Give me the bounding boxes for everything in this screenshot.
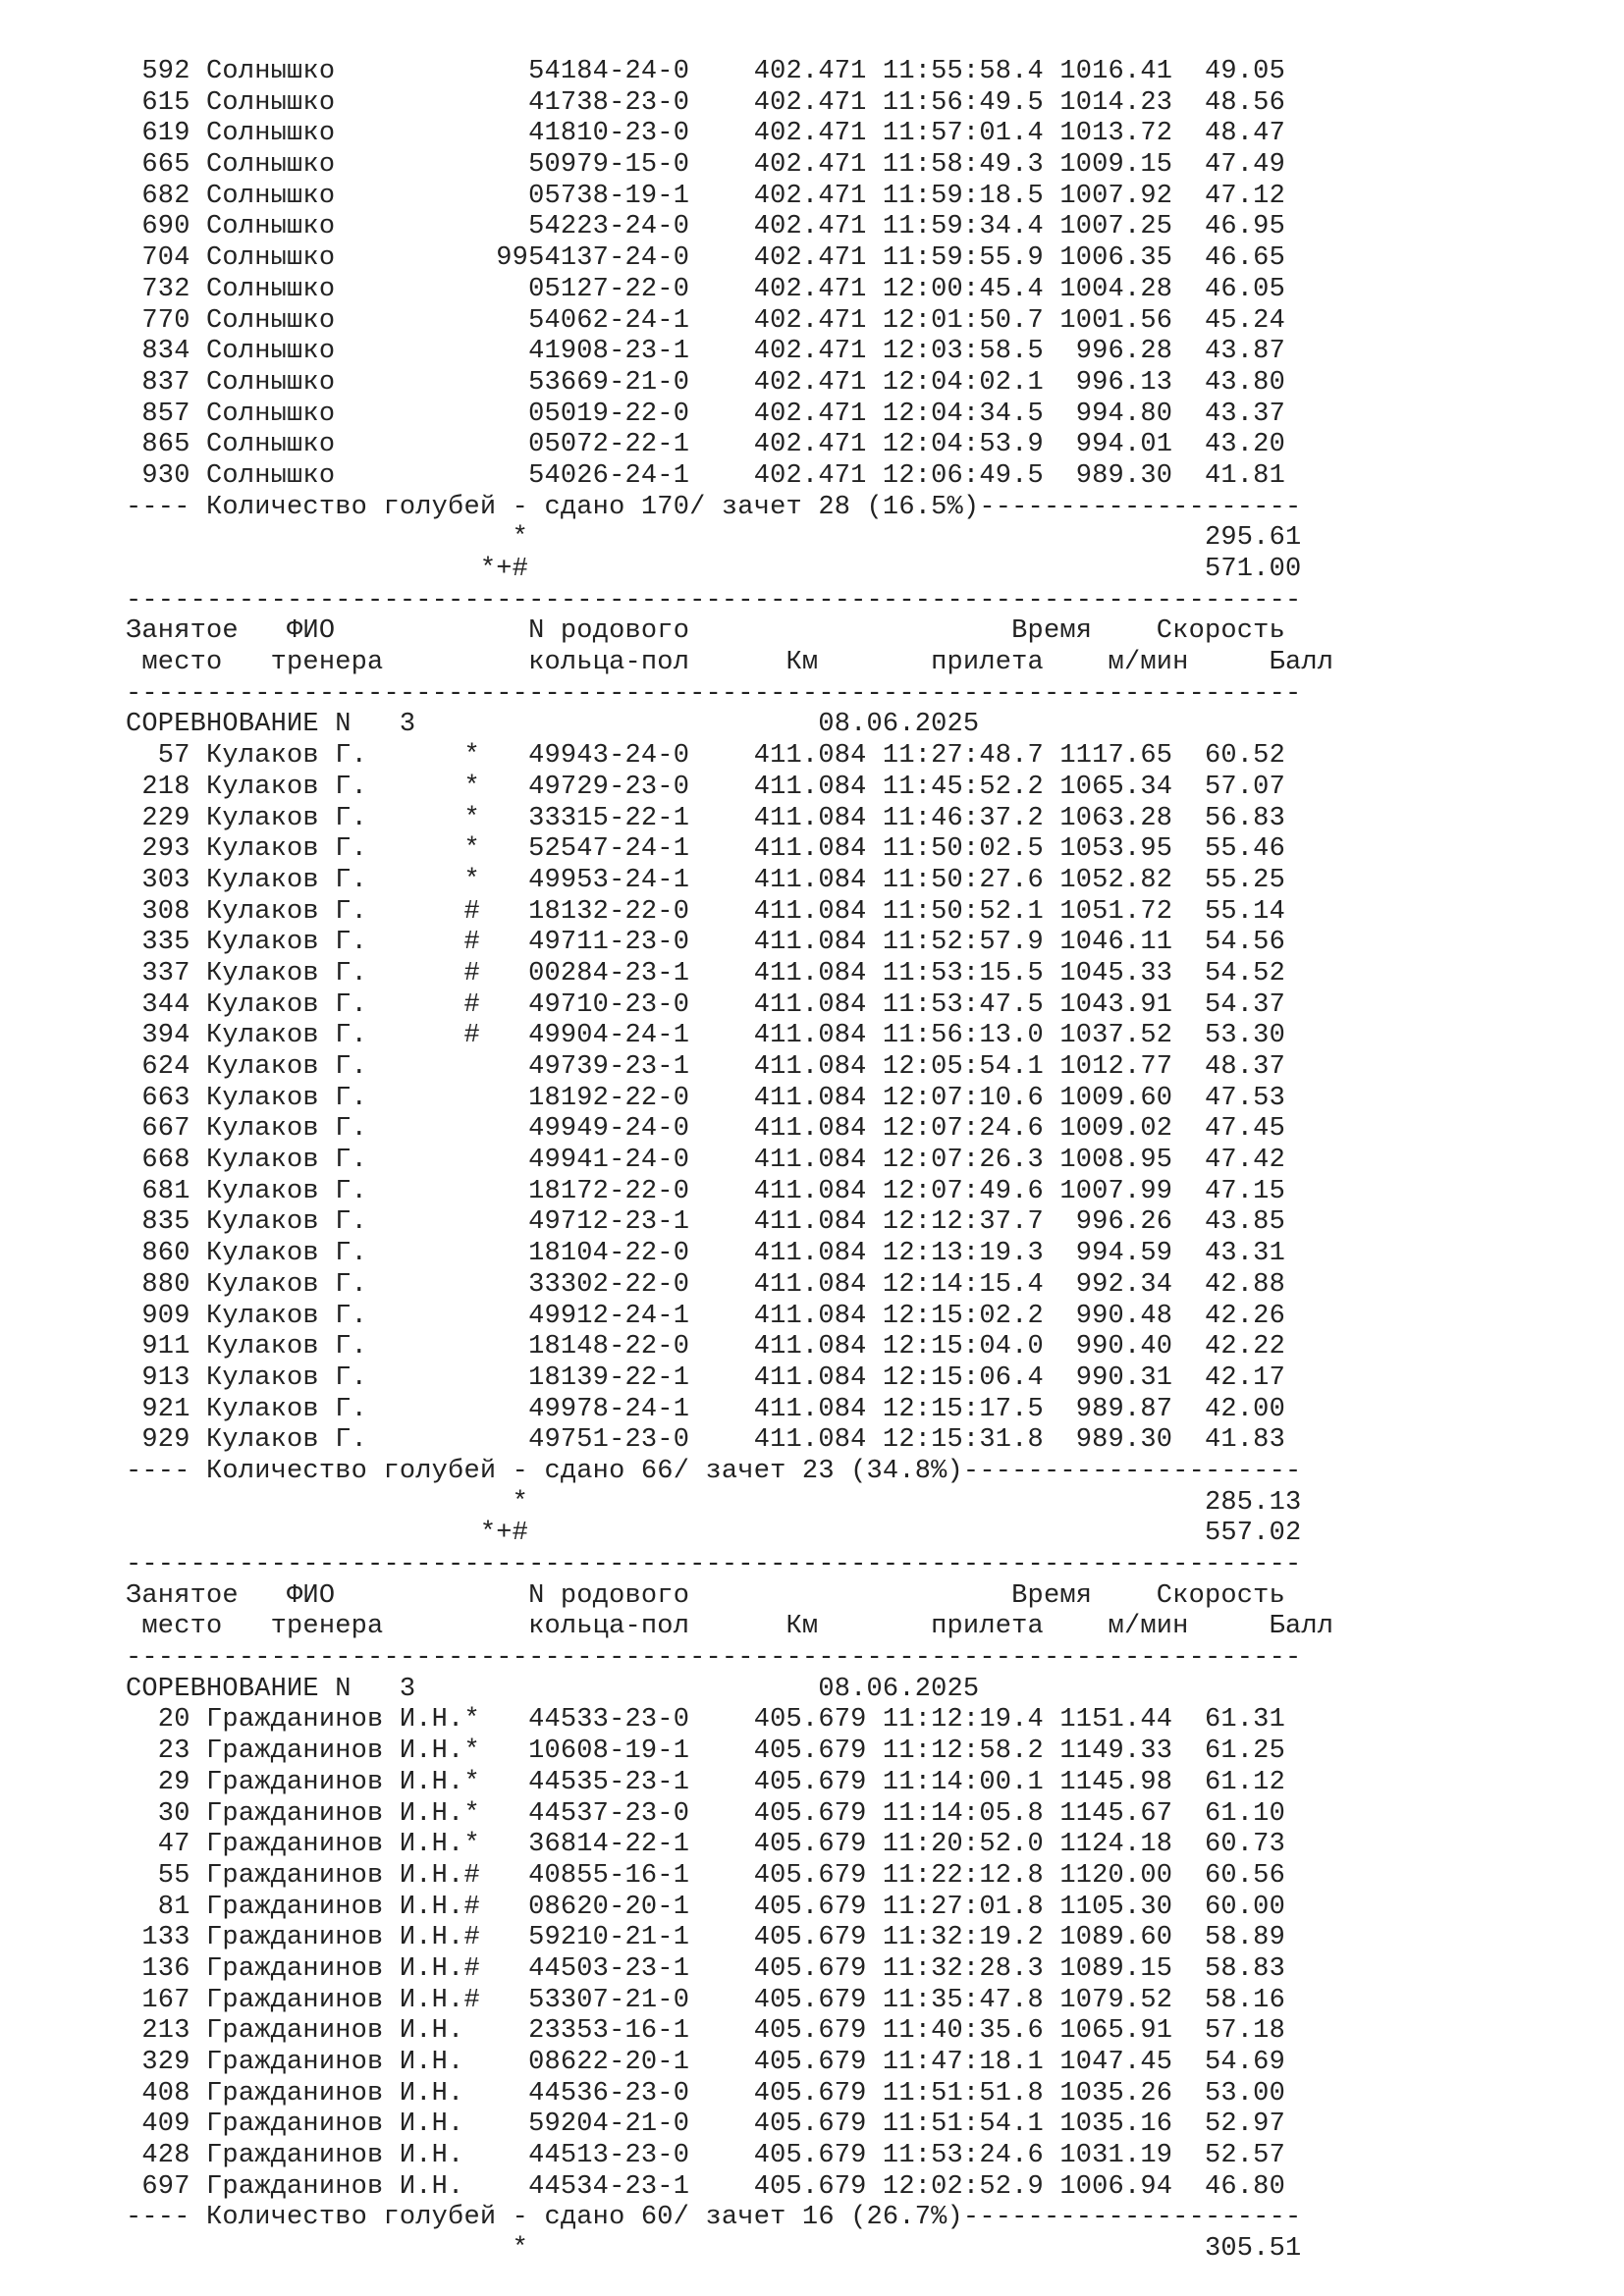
summary-line: ---- Количество голубей - сдано 60/ зачет 16 (26.7%)---------------------	[126, 2203, 1302, 2233]
table-row: 880 Кулаков Г. 33302-22-0 411.084 12:14:15.4 992.34 42.88	[126, 1269, 1285, 1300]
total-line: * 295.61	[126, 523, 1302, 554]
competition-title: СОРЕВНОВАНИЕ N 3 08.06.2025	[126, 710, 980, 740]
total-line: *+# 571.00	[126, 555, 1302, 584]
table-row: 921 Кулаков Г. 49978-24-1 411.084 12:15:17.5 989.87 42.00	[126, 1394, 1285, 1424]
table-row: 770 Солнышко 54062-24-1 402.471 12:01:50.7 1001.56 45.24	[126, 305, 1285, 336]
table-row: 865 Солнышко 05072-22-1 402.471 12:04:53.9 994.01 43.20	[126, 430, 1285, 460]
table-row: 592 Солнышко 54184-24-0 402.471 11:55:58.4 1016.41 49.05	[126, 57, 1285, 86]
table-row: 682 Солнышко 05738-19-1 402.471 11:59:18.5 1007.92 47.12	[126, 181, 1285, 211]
table-row: 615 Солнышко 41738-23-0 402.471 11:56:49.5 1014.23 48.56	[126, 87, 1285, 118]
table-row: 624 Кулаков Г. 49739-23-1 411.084 12:05:54.1 1012.77 48.37	[126, 1052, 1285, 1082]
table-row: 857 Солнышко 05019-22-0 402.471 12:04:34.5 994.80 43.37	[126, 399, 1285, 429]
header-row-1: Занятое ФИО N родового Время Скорость	[126, 1580, 1302, 1611]
table-row: 167 Гражданинов И.Н.# 53307-21-0 405.679 11:35:47.8 1079.52 58.16	[126, 1985, 1285, 2015]
divider: -------------------------------------------------------------------------	[126, 1550, 1302, 1579]
divider: -------------------------------------------------------------------------	[126, 1643, 1302, 1674]
summary-line: ---- Количество голубей - сдано 66/ зачет 23 (34.8%)---------------------	[126, 1456, 1302, 1486]
table-row: 308 Кулаков Г. # 18132-22-0 411.084 11:50:52.1 1051.72 55.14	[126, 896, 1285, 927]
table-row: 81 Гражданинов И.Н.# 08620-20-1 405.679 11:27:01.8 1105.30 60.00	[126, 1892, 1285, 1922]
competition-title: СОРЕВНОВАНИЕ N 3 08.06.2025	[126, 1674, 980, 1704]
table-row: 136 Гражданинов И.Н.# 44503-23-1 405.679 11:32:28.3 1089.15 58.83	[126, 1953, 1285, 1984]
table-row: 133 Гражданинов И.Н.# 59210-21-1 405.679 11:32:19.2 1089.60 58.89	[126, 1923, 1285, 1953]
table-row: 929 Кулаков Г. 49751-23-0 411.084 12:15:31.8 989.30 41.83	[126, 1425, 1285, 1456]
table-row: 229 Кулаков Г. * 33315-22-1 411.084 11:46:37.2 1063.28 56.83	[126, 803, 1285, 833]
table-row: 732 Солнышко 05127-22-0 402.471 12:00:45.4 1004.28 46.05	[126, 274, 1285, 304]
table-row: 29 Гражданинов И.Н.* 44535-23-1 405.679 11:14:00.1 1145.98 61.12	[126, 1767, 1285, 1797]
table-row: 837 Солнышко 53669-21-0 402.471 12:04:02.1 996.13 43.80	[126, 367, 1285, 398]
table-row: 428 Гражданинов И.Н. 44513-23-0 405.679 11:53:24.6 1031.19 52.57	[126, 2141, 1285, 2171]
table-row: 23 Гражданинов И.Н.* 10608-19-1 405.679 11:12:58.2 1149.33 61.25	[126, 1736, 1285, 1767]
table-row: 55 Гражданинов И.Н.# 40855-16-1 405.679 11:22:12.8 1120.00 60.56	[126, 1860, 1285, 1891]
table-row: 668 Кулаков Г. 49941-24-0 411.084 12:07:26.3 1008.95 47.42	[126, 1146, 1285, 1176]
table-row: 20 Гражданинов И.Н.* 44533-23-0 405.679 11:12:19.4 1151.44 61.31	[126, 1705, 1285, 1735]
total-line: * 305.51	[126, 2234, 1302, 2265]
header-row-1: Занятое ФИО N родового Время Скорость	[126, 616, 1302, 647]
table-row: 30 Гражданинов И.Н.* 44537-23-0 405.679 11:14:05.8 1145.67 61.10	[126, 1798, 1285, 1829]
table-row: 697 Гражданинов И.Н. 44534-23-1 405.679 12:02:52.9 1006.94 46.80	[126, 2171, 1285, 2202]
table-row: 344 Кулаков Г. # 49710-23-0 411.084 11:53:47.5 1043.91 54.37	[126, 989, 1285, 1020]
table-row: 909 Кулаков Г. 49912-24-1 411.084 12:15:02.2 990.48 42.26	[126, 1301, 1285, 1331]
table-row: 409 Гражданинов И.Н. 59204-21-0 405.679 11:51:54.1 1035.16 52.97	[126, 2109, 1285, 2140]
table-row: 293 Кулаков Г. * 52547-24-1 411.084 11:50:02.5 1053.95 55.46	[126, 834, 1285, 865]
table-row: 303 Кулаков Г. * 49953-24-1 411.084 11:50:27.6 1052.82 55.25	[126, 865, 1285, 895]
results-document	[126, 57, 1333, 2266]
table-row: 913 Кулаков Г. 18139-22-1 411.084 12:15:06.4 990.31 42.17	[126, 1362, 1285, 1393]
table-row: 619 Солнышко 41810-23-0 402.471 11:57:01.4 1013.72 48.47	[126, 119, 1285, 149]
table-row: 667 Кулаков Г. 49949-24-0 411.084 12:07:24.6 1009.02 47.45	[126, 1114, 1285, 1145]
total-line: *+# 557.02	[126, 1519, 1302, 1549]
table-row: 408 Гражданинов И.Н. 44536-23-0 405.679 11:51:51.8 1035.26 53.00	[126, 2078, 1285, 2109]
table-row: 47 Гражданинов И.Н.* 36814-22-1 405.679 11:20:52.0 1124.18 60.73	[126, 1830, 1285, 1860]
table-row: 57 Кулаков Г. * 49943-24-0 411.084 11:27:48.7 1117.65 60.52	[126, 741, 1285, 772]
table-row: 337 Кулаков Г. # 00284-23-1 411.084 11:53:15.5 1045.33 54.52	[126, 958, 1285, 988]
header-row-2: место тренера кольца-пол Км прилета м/мин Балл	[126, 1612, 1334, 1642]
summary-line: ---- Количество голубей - сдано 170/ зачет 28 (16.5%)--------------------	[126, 492, 1302, 522]
table-row: 665 Солнышко 50979-15-0 402.471 11:58:49.3 1009.15 47.49	[126, 150, 1285, 181]
table-row: 690 Солнышко 54223-24-0 402.471 11:59:34.4 1007.25 46.95	[126, 212, 1285, 242]
table-row: 930 Солнышко 54026-24-1 402.471 12:06:49.5 989.30 41.81	[126, 460, 1285, 491]
table-row: 394 Кулаков Г. # 49904-24-1 411.084 11:56:13.0 1037.52 53.30	[126, 1021, 1285, 1051]
table-row: 213 Гражданинов И.Н. 23353-16-1 405.679 11:40:35.6 1065.91 57.18	[126, 2016, 1285, 2047]
table-row: 704 Солнышко 9954137-24-0 402.471 11:59:55.9 1006.35 46.65	[126, 243, 1285, 274]
table-row: 835 Кулаков Г. 49712-23-1 411.084 12:12:37.7 996.26 43.85	[126, 1207, 1285, 1238]
table-row: 834 Солнышко 41908-23-1 402.471 12:03:58.5 996.28 43.87	[126, 337, 1285, 367]
table-row: 681 Кулаков Г. 18172-22-0 411.084 12:07:49.6 1007.99 47.15	[126, 1176, 1285, 1206]
table-row: 218 Кулаков Г. * 49729-23-0 411.084 11:45:52.2 1065.34 57.07	[126, 772, 1285, 802]
total-line: * 285.13	[126, 1487, 1302, 1518]
divider: -------------------------------------------------------------------------	[126, 678, 1302, 709]
table-row: 860 Кулаков Г. 18104-22-0 411.084 12:13:19.3 994.59 43.31	[126, 1239, 1285, 1269]
table-row: 911 Кулаков Г. 18148-22-0 411.084 12:15:04.0 990.40 42.22	[126, 1332, 1285, 1362]
table-row: 335 Кулаков Г. # 49711-23-0 411.084 11:52:57.9 1046.11 54.56	[126, 928, 1285, 958]
header-row-2: место тренера кольца-пол Км прилета м/мин Балл	[126, 648, 1334, 678]
table-row: 663 Кулаков Г. 18192-22-0 411.084 12:07:10.6 1009.60 47.53	[126, 1083, 1285, 1113]
divider: -------------------------------------------------------------------------	[126, 585, 1302, 615]
table-row: 329 Гражданинов И.Н. 08622-20-1 405.679 11:47:18.1 1047.45 54.69	[126, 2048, 1285, 2077]
